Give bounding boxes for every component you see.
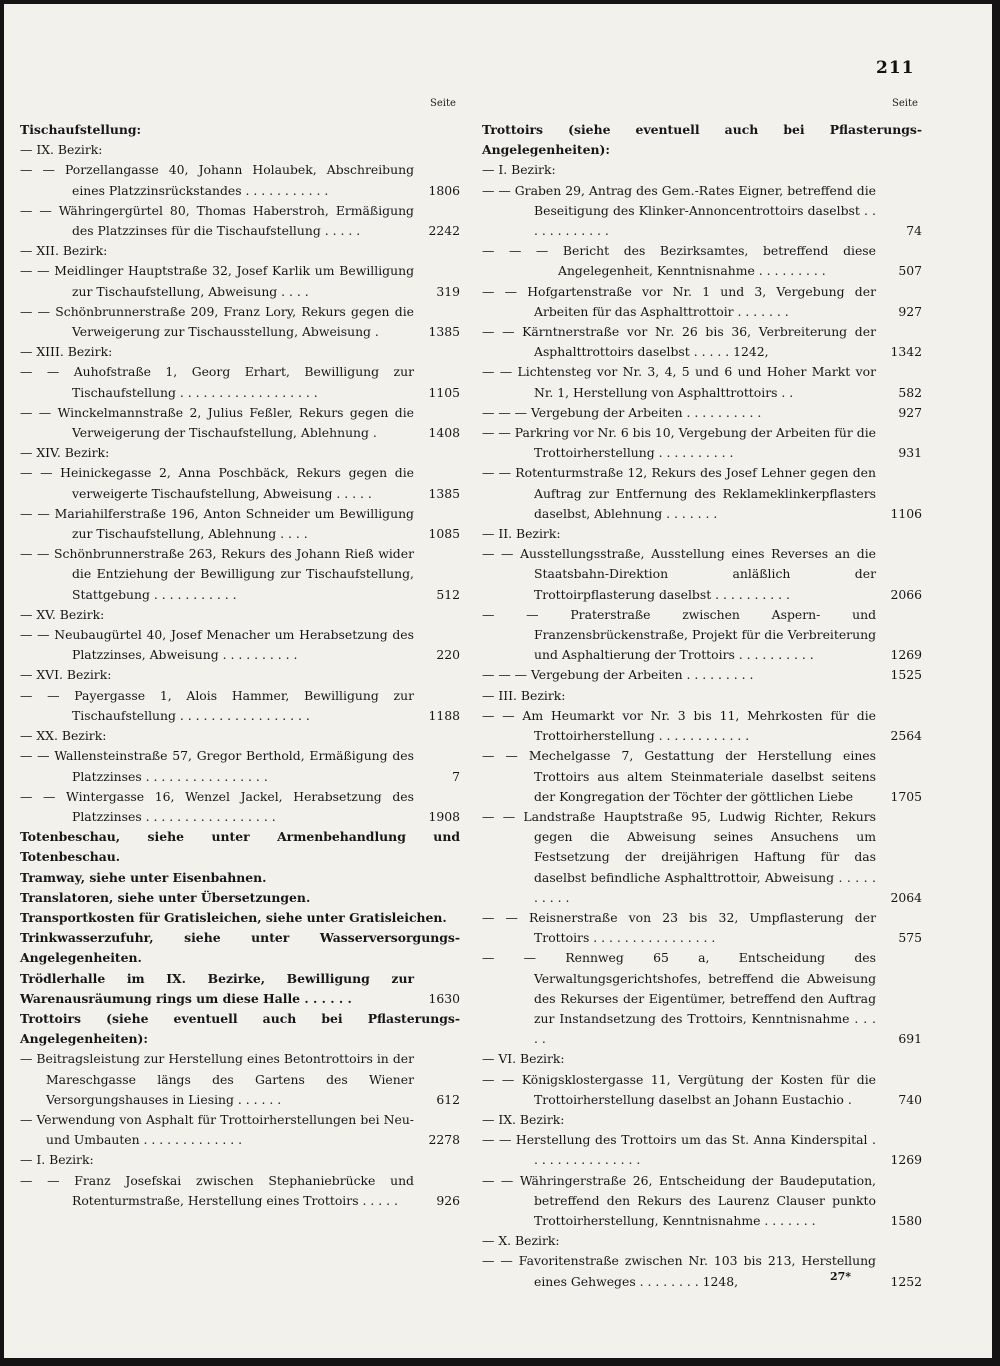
entry-page-number: 931 [898,445,922,461]
entry-text: — — Königsklostergasse 11, Vergütung der Kosten für die Trottoirherstellung daselbst an Johann Eustachio . [482,1071,876,1107]
index-entry [20,686,460,726]
entry-page-number: 1252 [890,1273,922,1289]
entry-text: — XX. Bezirk: [20,728,107,744]
entry-text: — — Schönbrunnerstraße 263, Rekurs des Johann Rieß wider die Entziehung der Bewilligung zur Tischaufstellung, Stattgebung . . . . . . . . . . . [20,546,414,602]
index-heading [20,120,460,140]
entry-page-number: 74 [906,223,922,239]
entry-page-number: 1106 [890,505,922,521]
entry-text: — Verwendung von Asphalt für Trottoirherstellungen bei Neu- und Umbauten . . . . . . . . . . . . . [20,1111,414,1148]
index-entry [20,746,460,786]
district-subheading [20,342,460,362]
index-entry [482,322,922,362]
entry-text: — — Favoritenstraße zwischen Nr. 103 bis 213, Herstellung eines Gehweges . . . . . . . . 1248, [482,1253,876,1289]
entry-text: — XIII. Bezirk: [20,344,113,360]
index-entry [20,362,460,402]
entry-page-number: 1908 [428,808,460,824]
entry-page-number: 1269 [890,647,922,663]
entry-page-number: 2564 [890,728,922,744]
entry-page-number: 1085 [428,526,460,542]
index-entry [20,625,460,665]
entry-text: — — Wallensteinstraße 57, Gregor Berthold, Ermäßigung des Platzzinses . . . . . . . . . . . . . . . . [20,748,414,784]
entry-text: — — Herstellung des Trottoirs um das St. Anna Kinderspital . . . . . . . . . . . . . . . [482,1132,876,1168]
entry-text: — IX. Bezirk: [482,1111,565,1127]
index-entry [20,1171,460,1211]
entry-text: Trinkwasserzufuhr, siehe unter Wasserversorgungs-Angelegenheiten. [20,930,460,966]
index-entry [482,241,922,281]
entry-text: Translatoren, siehe unter Übersetzungen. [20,889,311,905]
entry-text: — II. Bezirk: [482,526,561,542]
index-entry [482,282,922,322]
right-index-column [482,120,922,1292]
entry-text: — — Praterstraße zwischen Aspern- und Franzensbrückenstraße, Projekt für die Verbreiterung und Asphaltierung der Trottoirs . . . . . . . . . . [482,606,876,663]
district-subheading [20,726,460,746]
entry-page-number: 1525 [890,667,922,683]
entry-page-number: 926 [436,1192,460,1208]
entry-text: — — Auhofstraße 1, Georg Erhart, Bewilligung zur Tischaufstellung . . . . . . . . . . . . . . . . . . [20,364,414,400]
entry-text: — — Rennweg 65 a, Entscheidung des Verwaltungsgerichtshofes, betreffend die Abweisung des Rekurses der Eigentümer, betreffend den Auftrag zur Instandsetzung des Trottoirs, Kenntnisnahme . . . . . [482,950,876,1047]
entry-page-number: 612 [436,1091,460,1107]
entry-text: — — Franz Josefskai zwischen Stephaniebrücke und Rotenturmstraße, Herstellung eines Trottoirs . . . . . [20,1172,414,1208]
entry-page-number: 7 [452,768,460,784]
index-entry [20,403,460,443]
entry-text: — I. Bezirk: [482,162,556,178]
entry-text: — X. Bezirk: [482,1233,560,1249]
entry-text: Trottoirs (siehe eventuell auch bei Pflasterungs-Angelegenheiten): [482,122,922,158]
entry-text: — — Parkring vor Nr. 6 bis 10, Vergebung der Arbeiten für die Trottoirherstellung . . . . . . . . . . [482,425,876,461]
index-entry [482,1171,922,1232]
index-heading [20,908,460,928]
entry-text: — — Kärntnerstraße vor Nr. 26 bis 36, Verbreiterung der Asphalttrottoirs daselbst . . . . . 1242, [482,324,876,360]
index-entry [482,807,922,908]
entry-page-number: 582 [898,384,922,400]
entry-text: — III. Bezirk: [482,687,566,703]
district-subheading [482,160,922,180]
entry-text: — — — Vergebung der Arbeiten . . . . . . . . . [482,667,754,683]
entry-text: — — Heinickegasse 2, Anna Poschbäck, Rekurs gegen die verweigerte Tischaufstellung, Abweisung . . . . . [20,465,414,501]
entry-page-number: 512 [436,586,460,602]
entry-text: — XV. Bezirk: [20,606,105,622]
entry-page-number: 2064 [890,889,922,905]
index-entry [482,463,922,524]
index-entry [482,544,922,605]
index-entry [482,403,922,423]
entry-page-number: 691 [898,1031,922,1047]
index-heading [20,1009,460,1049]
index-heading [20,928,460,968]
entry-text: — — Meidlinger Hauptstraße 32, Josef Karlik um Bewilligung zur Tischaufstellung, Abweisung . . . . [20,263,414,299]
entry-page-number: 1806 [428,182,460,198]
district-subheading [20,605,460,625]
index-entry [20,1049,460,1110]
district-subheading [20,241,460,261]
entry-text: — XVI. Bezirk: [20,667,112,683]
entry-text: — — Währingergürtel 80, Thomas Haberstroh, Ermäßigung des Platzzinses für die Tischaufstellung . . . . . [20,202,414,239]
left-index-column [20,120,460,1211]
entry-page-number: 220 [436,647,460,663]
left-column-header: Seite [430,98,456,109]
entry-page-number: 319 [436,283,460,299]
index-heading [20,868,460,888]
right-column-header: Seite [892,98,918,109]
district-subheading [20,140,460,160]
entry-text: Tischaufstellung: [20,122,142,137]
entry-text: — XII. Bezirk: [20,243,108,259]
index-entry [20,201,460,241]
district-subheading [482,524,922,544]
index-entry [482,181,922,242]
index-entry [482,706,922,746]
index-entry [482,908,922,948]
entry-text: — — Lichtensteg vor Nr. 3, 4, 5 und 6 und Hoher Markt vor Nr. 1, Herstellung von Asphalttrottoirs . . [482,364,876,400]
entry-text: Tramway, siehe unter Eisenbahnen. [20,869,267,885]
entry-page-number: 927 [898,404,922,420]
entry-text: — VI. Bezirk: [482,1051,565,1067]
entry-text: — — Wintergasse 16, Wenzel Jackel, Herabsetzung des Platzzinses . . . . . . . . . . . . . . . . . [20,788,414,824]
entry-text: Trödlerhalle im IX. Bezirke, Bewilligung zur Warenausräumung rings um diese Halle . . . . . . [20,970,414,1006]
entry-text: — — Reisnerstraße von 23 bis 32, Umpflasterung der Trottoirs . . . . . . . . . . . . . . . . [482,909,876,946]
index-heading [20,888,460,908]
district-subheading [482,686,922,706]
entry-text: — Beitragsleistung zur Herstellung eines Betontrottoirs in der Mareschgasse längs des Gartens des Wiener Versorgungshauses in Liesing . . . . . . [20,1051,414,1107]
index-entry [20,1110,460,1150]
entry-text: — — Währingerstraße 26, Entscheidung der Baudeputation, betreffend den Rekurs des Laurenz Clauser punkto Trottoirherstellung, Kenntnisnahme . . . . . . . [482,1172,876,1228]
entry-text: — — Mariahilferstraße 196, Anton Schneider um Bewilligung zur Tischaufstellung, Ablehnung . . . . [20,505,414,542]
index-entry [20,787,460,827]
entry-text: — XIV. Bezirk: [20,445,110,461]
index-entry [482,362,922,402]
index-entry [20,160,460,200]
index-entry [482,665,922,685]
entry-page-number: 1385 [428,485,460,501]
district-subheading [482,1110,922,1130]
entry-page-number: 2066 [890,586,922,602]
sheet-signature: 27* [830,1270,852,1283]
index-heading [20,969,460,1009]
entry-text: — IX. Bezirk: [20,142,103,158]
entry-text: — — Am Heumarkt vor Nr. 3 bis 11, Mehrkosten für die Trottoirherstellung . . . . . . . . . . . . [482,707,876,744]
district-subheading [20,443,460,463]
entry-text: — — Ausstellungsstraße, Ausstellung eines Reverses an die Staatsbahn-Direktion anläßlich der Trottoirpflasterung daselbst . . . . . . . . . . [482,546,876,602]
entry-text: Trottoirs (siehe eventuell auch bei Pflasterungs-Angelegenheiten): [20,1010,460,1047]
entry-page-number: 1342 [890,344,922,360]
entry-page-number: 927 [898,303,922,319]
entry-page-number: 1105 [428,384,460,400]
entry-text: Transportkosten für Gratisleichen, siehe unter Gratisleichen. [20,909,447,925]
index-entry [20,544,460,605]
index-page [4,4,992,1358]
entry-page-number: 1408 [428,425,460,441]
entry-text: — — Graben 29, Antrag des Gem.-Rates Eigner, betreffend die Beseitigung des Klinker-Annoncentrottoirs daselbst . . . . . . . . . . . . [482,182,876,239]
entry-text: — — Neubaugürtel 40, Josef Menacher um Herabsetzung des Platzzinses, Abweisung . . . . . . . . . . [20,627,414,663]
entry-page-number: 1385 [428,324,460,340]
district-subheading [20,665,460,685]
entry-text: Totenbeschau, siehe unter Armenbehandlung und Totenbeschau. [20,829,460,865]
index-entry [482,1251,922,1291]
entry-page-number: 2242 [428,223,460,239]
entry-text: — — Hofgartenstraße vor Nr. 1 und 3, Vergebung der Arbeiten für das Asphalttrottoir . . . . . . . [482,283,876,319]
index-heading [482,120,922,160]
index-entry [482,605,922,666]
entry-page-number: 575 [898,930,922,946]
index-entry [482,948,922,1049]
entry-text: — — — Vergebung der Arbeiten . . . . . . . . . . [482,404,762,420]
index-entry [482,746,922,807]
entry-text: — — Schönbrunnerstraße 209, Franz Lory, Rekurs gegen die Verweigerung zur Tischausstellung, Abweisung . [20,303,414,340]
entry-text: — — Landstraße Hauptstraße 95, Ludwig Richter, Rekurs gegen die Abweisung seines Ansuchens um Festsetzung der dreijährigen Haftung für das daselbst befindliche Asphalttrottoir, Abweisung . . . . . . . . . . [482,808,876,905]
district-subheading [482,1049,922,1069]
index-entry [20,302,460,342]
district-subheading [482,1231,922,1251]
district-subheading [20,1150,460,1170]
entry-page-number: 1580 [890,1212,922,1228]
index-entry [20,504,460,544]
index-entry [20,261,460,301]
entry-page-number: 1188 [428,707,460,723]
entry-page-number: 1630 [428,990,460,1006]
entry-text: — — — Bericht des Bezirksamtes, betreffend diese Angelegenheit, Kenntnisnahme . . . . . . . . . [482,243,876,279]
entry-text: — — Porzellangasse 40, Johann Holaubek, Abschreibung eines Platzzinsrückstandes . . . . . . . . . . . [20,162,414,198]
entry-page-number: 1269 [890,1152,922,1168]
page-number: 211 [876,58,915,78]
entry-text: — — Rotenturmstraße 12, Rekurs des Josef Lehner gegen den Auftrag zur Entfernung des Reklameklinkerpflasters daselbst, Ablehnung . . . . . . . [482,465,876,521]
entry-page-number: 2278 [428,1132,460,1148]
index-entry [482,423,922,463]
entry-page-number: 507 [898,263,922,279]
entry-text: — — Winckelmannstraße 2, Julius Feßler, Rekurs gegen die Verweigerung der Tischaufstellung, Ablehnung . [20,404,414,441]
index-entry [482,1130,922,1170]
entry-text: — — Mechelgasse 7, Gestattung der Herstellung eines Trottoirs aus altem Steinmateriale daselbst seitens der Kongregation der Töchter der göttlichen Liebe [482,748,876,804]
index-entry [482,1070,922,1110]
entry-page-number: 1705 [890,788,922,804]
entry-text: — I. Bezirk: [20,1152,94,1168]
entry-text: — — Payergasse 1, Alois Hammer, Bewilligung zur Tischaufstellung . . . . . . . . . . . . . . . . . [20,687,414,723]
index-entry [20,463,460,503]
index-heading [20,827,460,867]
entry-page-number: 740 [898,1091,922,1107]
